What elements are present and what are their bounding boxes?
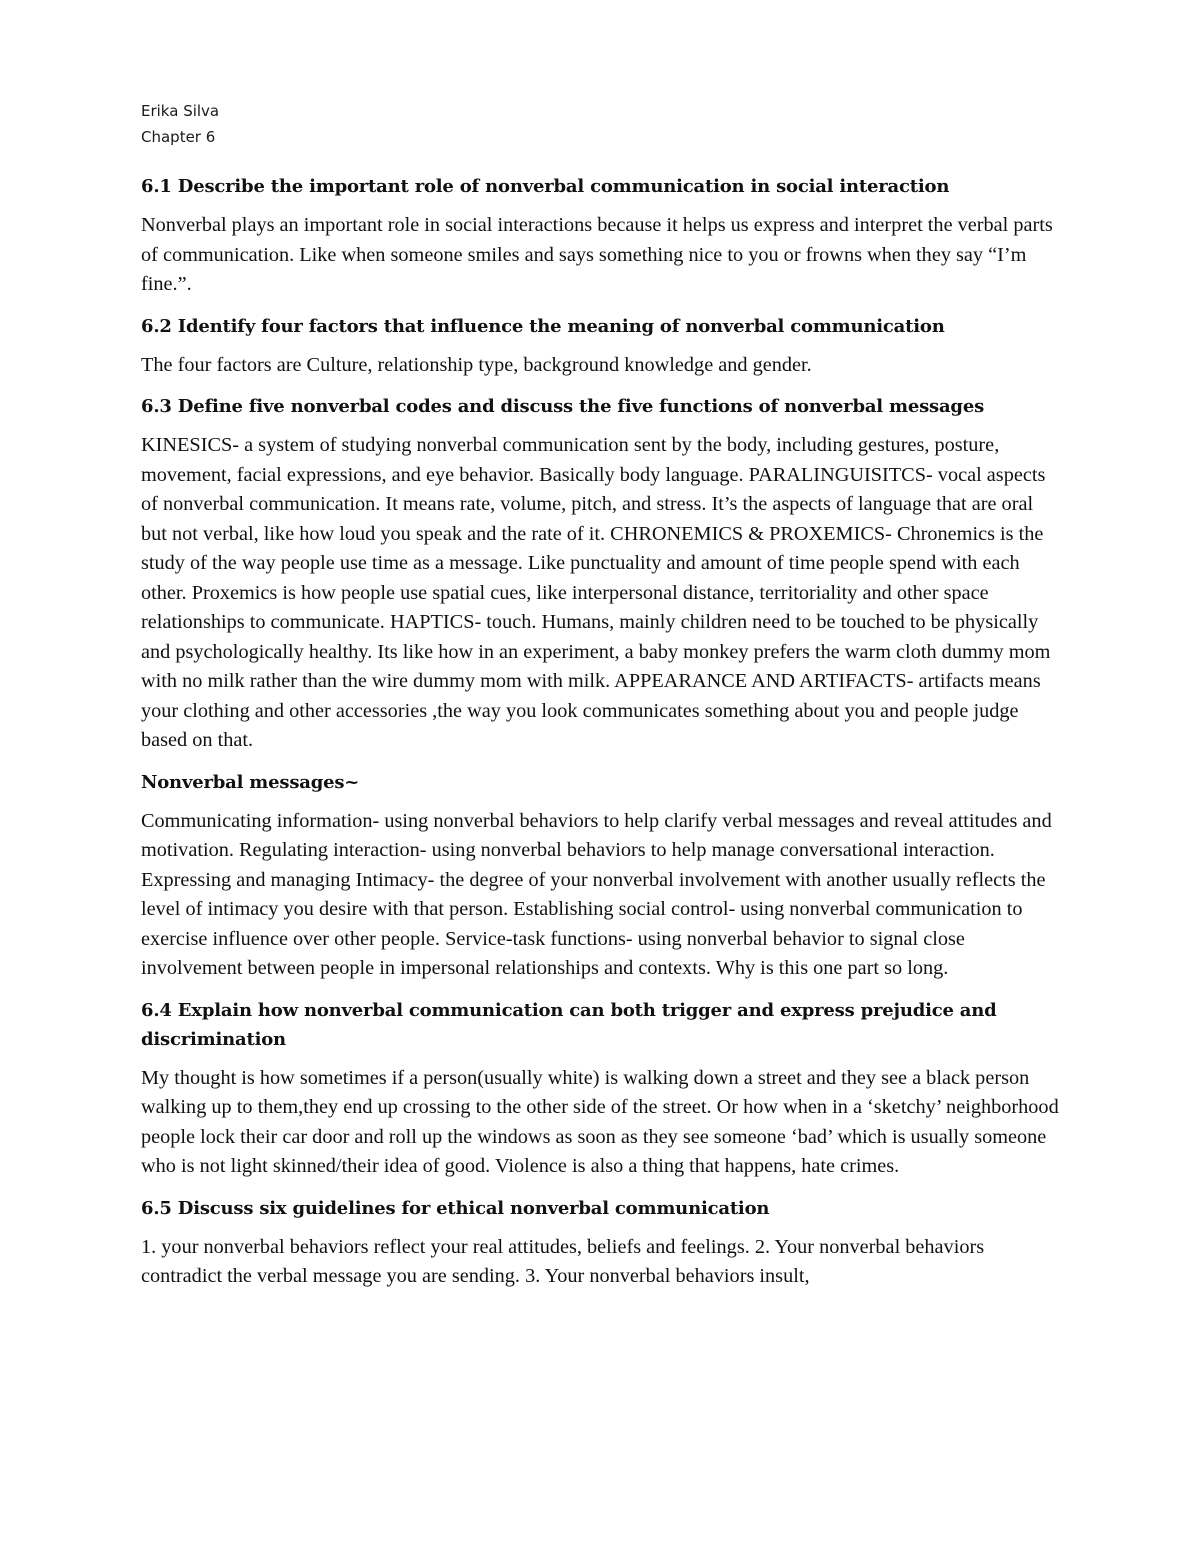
section-heading-nonverbal-messages: Nonverbal messages~ [141,771,360,793]
chapter-label: Chapter 6 [141,128,216,146]
section-heading-6-2: 6.2 Identify four factors that influence the meaning of nonverbal communication [141,315,945,337]
section-heading-6-3: 6.3 Define five nonverbal codes and discuss the five functions of nonverbal messages [141,396,985,417]
section-heading-6-5: 6.5 Discuss six guidelines for ethical nonverbal communication [141,1197,770,1219]
author-name: Erika Silva [141,102,220,120]
document-content [141,98,1061,1304]
section-body-6-5: 1. your nonverbal behaviors reflect your real attitudes, beliefs and feelings. 2. Your nonverbal behaviors contradict the verbal message you are sending. 3. Your nonverbal behaviors insult, [141,1235,985,1287]
section-heading-6-1: 6.1 Describe the important role of nonverbal communication in social interaction [141,176,950,197]
section-body-6-3: KINESICS- a system of studying nonverbal communication sent by the body, including gestures, posture, movement, facial expressions, and eye behavior. Basically body language. PARALINGUISITCS- vocal aspects of nonverbal communication. It means rate, volume, pitch, and stress. It’s the aspects of language that are oral but not verbal, like how loud you speak and the rate of it. CHRONEMICS & PROXEMICS- Chronemics is the study of the way people use time as a message. Like punctuality and amount of time people spend with each other. Proxemics is how people use spatial cues, like interpersonal distance, territoriality and other space relationships to communicate. HAPTICS- touch. Humans, mainly children need to be touched to be physically and psychologically healthy. Its like how in an experiment, a baby monkey prefers the warm cloth dummy mom with no milk rather than the wire dummy mom with milk. APPEARANCE AND ARTIFACTS- artifacts means your clothing and other accessories ,the way you look communicates something about you and people judge based on that. [141,434,1051,751]
section-body-nonverbal-messages: Communicating information- using nonverbal behaviors to help clarify verbal messages and reveal attitudes and motivation. Regulating interaction- using nonverbal behaviors to help manage conversational interaction. Expressing and managing Intimacy- the degree of your nonverbal involvement with another usually reflects the level of intimacy you desire with that person. Establishing social control- using nonverbal communication to exercise influence over other people. Service-task functions- using nonverbal behavior to signal close involvement between people in impersonal relationships and contexts. Why is this one part so long. [141,809,1052,979]
document-header [141,98,1061,150]
section-body-6-2: The four factors are Culture, relationship type, background knowledge and gender. [141,353,812,376]
section-heading-6-4: 6.4 Explain how nonverbal communication can both trigger and express prejudice and discrimination [141,999,997,1050]
section-body-6-1: Nonverbal plays an important role in social interactions because it helps us express and interpret the verbal parts of communication. Like when someone smiles and says something nice to you or frowns when they say “I’m fine.”. [141,214,1053,295]
section-body-6-4: My thought is how sometimes if a person(usually white) is walking down a street and they see a black person walking up to them,they end up crossing to the other side of the street. Or how when in a ‘sketchy’ neighborhood people lock their car door and roll up the windows as soon as they see someone ‘bad’ which is usually someone who is not light skinned/their idea of good. Violence is also a thing that happens, hate crimes. [141,1066,1059,1177]
